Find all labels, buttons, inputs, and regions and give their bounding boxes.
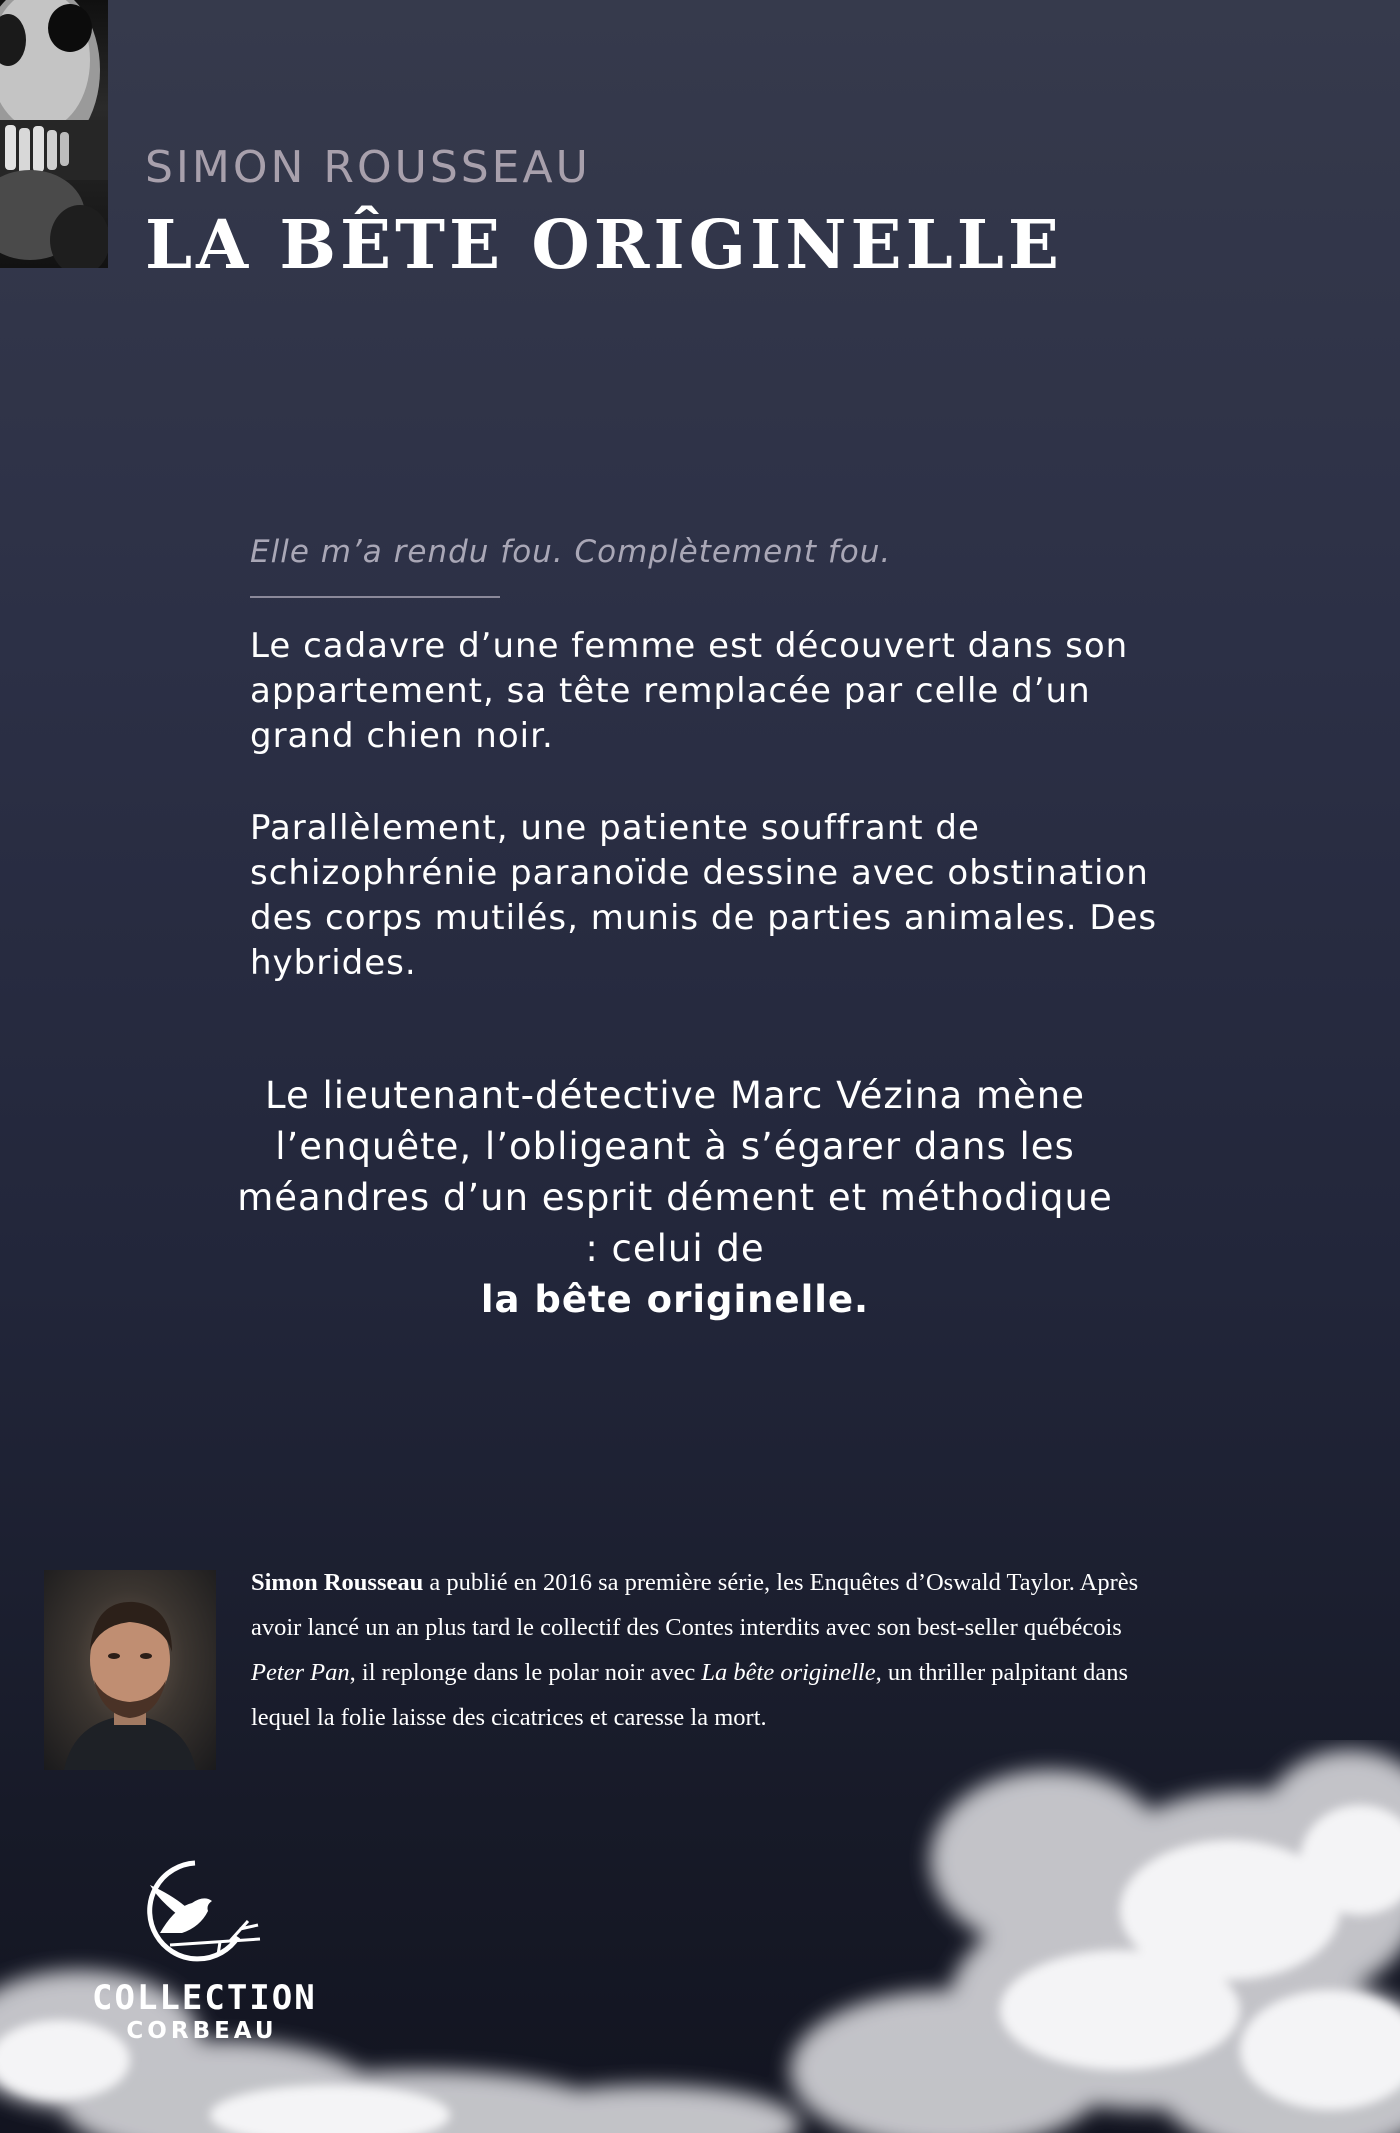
- bio-author-name: Simon Rousseau: [251, 1569, 424, 1596]
- skull-cover-image: [0, 0, 108, 268]
- blurb-centered-paragraph: [230, 1070, 1120, 1325]
- corbeau-raven-logo-icon: [120, 1855, 270, 1965]
- author-name-heading: SIMON ROUSSEAU: [145, 142, 591, 193]
- bio-text-3: , un thriller palpitant dans lequel la folie laisse des cicatrices et caresse la mort.: [251, 1659, 1129, 1731]
- blurb-centered-text: Le lieutenant-détective Marc Vézina mène l’enquête, l’obligeant à s’égarer dans les méandres d’un esprit dément et méthodique : celui de: [237, 1074, 1113, 1270]
- bio-book-la-bete: La bête originelle: [701, 1659, 876, 1686]
- blurb-paragraph-1: Le cadavre d’une femme est découvert dans son appartement, sa tête remplacée par celle d’un grand chien noir.: [250, 626, 1129, 756]
- bio-book-peter-pan: Peter Pan: [251, 1659, 350, 1686]
- bio-text-2: , il replonge dans le polar noir avec: [349, 1659, 702, 1686]
- logo-collection-text: COLLECTION: [92, 1978, 317, 2018]
- logo-corbeau-text: CORBEAU: [126, 2018, 278, 2044]
- blurb-centered-bold: la bête originelle.: [480, 1278, 870, 1321]
- tagline-divider: [250, 596, 500, 598]
- blurb-paragraph-2: Parallèlement, une patiente souffrant de schizophrénie paranoïde dessine avec obstination des corps mutilés, munis de parties animales. Des hybrides.: [250, 808, 1158, 983]
- tagline-quote: Elle m’a rendu fou. Complètement fou.: [250, 534, 892, 570]
- book-title: LA BÊTE ORIGINELLE: [145, 205, 1063, 284]
- author-bio: [251, 1560, 1151, 1740]
- bio-text-1: a publié en 2016 sa première série, les Enquêtes d’Oswald Taylor. Après avoir lancé un an plus tard le collectif des Contes interdits avec son best-seller québécois: [251, 1569, 1139, 1641]
